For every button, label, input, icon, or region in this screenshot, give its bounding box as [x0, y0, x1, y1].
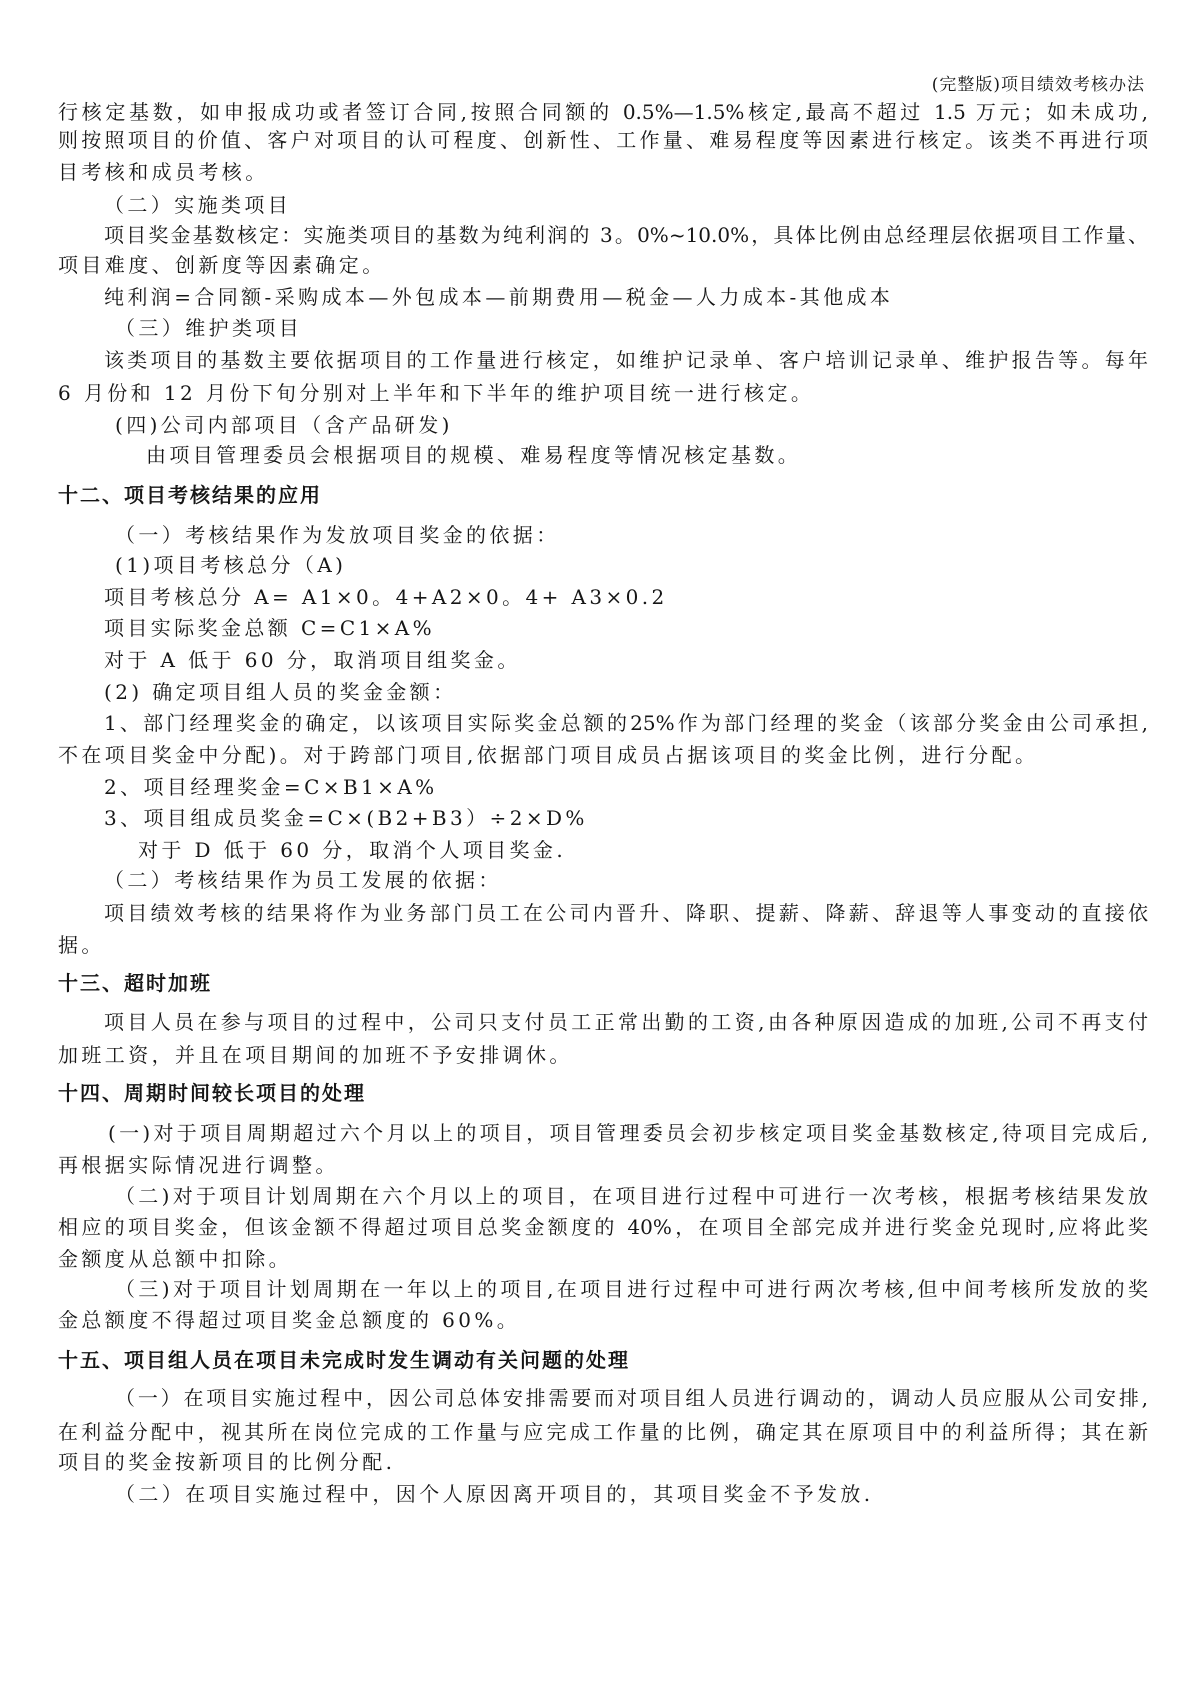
section-heading: 十五、项目组人员在项目未完成时发生调动有关问题的处理 — [58, 1348, 630, 1372]
text-line: （三)对于项目计划周期在一年以上的项目,在项目进行过程中可进行两次考核,但中间考核所发放的奖 — [115, 1277, 1148, 1301]
text-line: 在利益分配中，视其所在岗位完成的工作量与应完成工作量的比例，确定其在原项目中的利益所得；其在新 — [58, 1420, 1148, 1444]
text-line: 行核定基数，如申报成功或者签订合同,按照合同额的 0.5%—1.5%核定,最高不超过 1.5 万元；如未成功, — [58, 100, 1148, 124]
text-line: 由项目管理委员会根据项目的规模、难易程度等情况核定基数。 — [146, 443, 802, 467]
text-line: （三）维护类项目 — [115, 316, 303, 340]
section-heading: 十三、超时加班 — [58, 971, 212, 995]
text-line: 纯利润=合同额-采购成本—外包成本—前期费用—税金—人力成本-其他成本 — [104, 285, 894, 309]
text-line: 对于 A 低于 60 分，取消项目组奖金。 — [104, 648, 521, 672]
text-line: (一)对于项目周期超过六个月以上的项目，项目管理委员会初步核定项目奖金基数核定,待项目完成后, — [108, 1121, 1148, 1145]
text-line: 则按照项目的价值、客户对项目的认可程度、创新性、工作量、难易程度等因素进行核定。该类不再进行项 — [58, 128, 1148, 152]
text-line: 项目实际奖金总额 C=C1×A% — [104, 616, 436, 640]
text-line: （一）在项目实施过程中，因公司总体安排需要而对项目组人员进行调动的，调动人员应服从公司安排, — [115, 1386, 1148, 1410]
text-line: 项目考核总分 A= A1×0。4+A2×0。4+ A3×0.2 — [104, 585, 668, 609]
text-line: 项目人员在参与项目的过程中，公司只支付员工正常出勤的工资,由各种原因造成的加班,公司不再支付 — [104, 1010, 1148, 1034]
text-line: 金额度从总额中扣除。 — [58, 1247, 292, 1271]
text-line: (2) 确定项目组人员的奖金金额： — [104, 680, 457, 704]
text-line: （一）考核结果作为发放项目奖金的依据： — [115, 523, 560, 547]
text-line: 6 月份和 12 月份下旬分别对上半年和下半年的维护项目统一进行核定。 — [58, 381, 815, 405]
text-line: 项目难度、创新度等因素确定。 — [58, 253, 386, 277]
text-line: （二）实施类项目 — [104, 193, 292, 217]
running-header: (完整版)项目绩效考核办法 — [931, 75, 1145, 95]
text-line: （二）在项目实施过程中，因个人原因离开项目的，其项目奖金不予发放. — [115, 1482, 874, 1506]
text-line: 项目绩效考核的结果将作为业务部门员工在公司内晋升、降职、提薪、降薪、辞退等人事变动的直接依 — [104, 901, 1148, 925]
text-line: 目考核和成员考核。 — [58, 160, 269, 184]
text-line: (1)项目考核总分（A) — [115, 553, 347, 577]
text-line: 加班工资，并且在项目期间的加班不予安排调休。 — [58, 1043, 573, 1067]
text-line: 3、项目组成员奖金=C×(B2+B3）÷2×D% — [104, 806, 588, 830]
text-line: 项目的奖金按新项目的比例分配. — [58, 1450, 396, 1474]
section-heading: 十四、周期时间较长项目的处理 — [58, 1081, 366, 1105]
text-line: (四)公司内部项目（含产品研发) — [115, 413, 453, 437]
text-line: （二）考核结果作为员工发展的依据： — [104, 868, 502, 892]
text-line: 对于 D 低于 60 分，取消个人项目奖金. — [138, 838, 567, 862]
text-line: 相应的项目奖金，但该金额不得超过项目总奖金额度的 40%，在项目全部完成并进行奖金兑现时,应将此奖 — [58, 1215, 1148, 1239]
text-line: 据。 — [58, 933, 105, 957]
text-line: 1、部门经理奖金的确定，以该项目实际奖金总额的25%作为部门经理的奖金（该部分奖金由公司承担, — [104, 711, 1148, 735]
text-line: 金总额度不得超过项目奖金总额度的 60%。 — [58, 1308, 521, 1332]
text-line: 再根据实际情况进行调整。 — [58, 1153, 339, 1177]
section-heading: 十二、项目考核结果的应用 — [58, 483, 322, 507]
text-line: 该类项目的基数主要依据项目的工作量进行核定，如维护记录单、客户培训记录单、维护报告等。每年 — [104, 348, 1148, 372]
text-line: 2、项目经理奖金=C×B1×A% — [104, 775, 438, 799]
text-line: 项目奖金基数核定：实施类项目的基数为纯利润的 3。0%~10.0%，具体比例由总经理层依据项目工作量、 — [104, 223, 1148, 247]
text-line: 不在项目奖金中分配)。对于跨部门项目,依据部门项目成员占据该项目的奖金比例，进行分配。 — [58, 743, 1039, 767]
text-line: （二)对于项目计划周期在六个月以上的项目，在项目进行过程中可进行一次考核，根据考核结果发放 — [115, 1184, 1148, 1208]
